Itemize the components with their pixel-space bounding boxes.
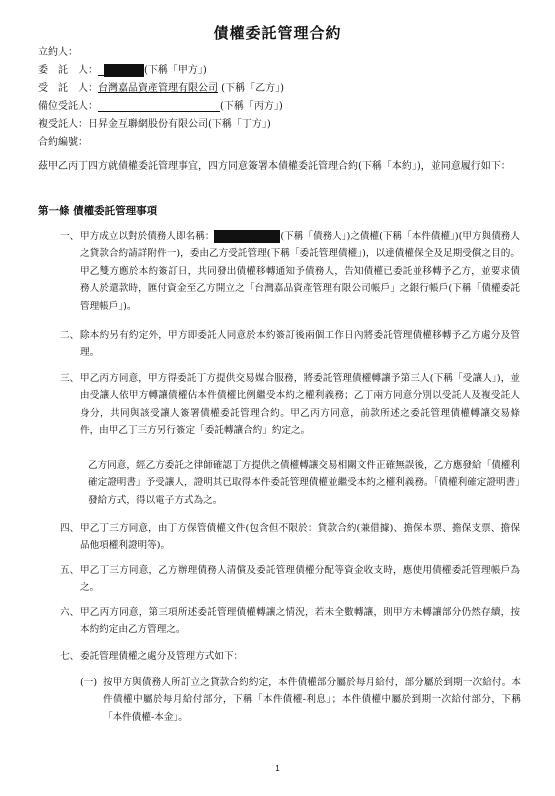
item-5-text: 甲乙丁三方同意，乙方辦理債務人清償及委託管理債權分配等資金收支時，應使用債權委託管理帳戶為之。 xyxy=(80,565,520,594)
item-2-text: 除本約另有約定外，甲方即委託人同意於本約簽訂後兩個工作日內將委託管理債權移轉予乙方處分及管理。 xyxy=(80,330,520,359)
subitem-number: (一) xyxy=(80,677,98,688)
party-b-suffix: (下稱「乙方」) xyxy=(218,83,284,94)
item-number: 五、 xyxy=(60,565,80,576)
item-3-text-2: 乙方同意，經乙方委託之律師確認丁方提供之債權轉讓交易相關文件正確無誤後，乙方應發給「債權利確定證明書」予受讓人，證明其已取得本件委託管理債權並繼受本約之權利義務。「債權利確定證明書」發給方式，得以電子方式為之。 xyxy=(88,460,520,506)
redacted-debtor-name xyxy=(214,230,280,243)
party-b-label: 受 託 人： xyxy=(38,83,98,94)
party-c-label: 備位受託人： xyxy=(38,101,98,112)
redacted-name-block xyxy=(104,64,144,77)
item-7-text: 委託管理債權之處分及管理方式如下： xyxy=(80,651,244,662)
party-a-label: 委 託 人： xyxy=(38,65,98,76)
party-d-line: 複受託人：日昇金互聯網股份有限公司(下稱「丁方」) xyxy=(38,119,271,130)
preamble: 茲甲乙丙丁四方就債權委託管理事宜，四方同意簽署本債權委託管理合約(下稱「本約」)，並同意履行如下： xyxy=(38,161,511,172)
subitem-1-text: 按甲方與債務人所訂立之貸款合約約定，本件債權部分屬於每月給付，部分屬於到期一次給付。本件債權中屬於每月給付部分，下稱「本件債權-利息」；本件債權中屬於到期一次給付部分，下稱「本件債權-本金」。 xyxy=(103,677,521,723)
item-number: 四、 xyxy=(60,523,80,534)
item-number: 六、 xyxy=(60,607,80,618)
item-1-text-b: (下稱「債務人」)之債權(下稱「本件債權」)(甲方與債務人之貸款合約請詳附件一)，委由乙方受託管理(下稱「委託管理債權」)，以達債權保全及足期受償之目的。甲乙雙方應於本約簽訂日，共同發出債權移轉通知予債務人，告知債權已委託並移轉予乙方，並要求債務人於還款時，匯付資金至乙方開立之「台灣嘉品資產管理有限公司帳戶」之銀行帳戶(下稱「債權委託管理帳戶」)。 xyxy=(80,231,520,312)
contract-number-label: 合約編號： xyxy=(38,137,88,148)
page-number: 1 xyxy=(275,764,280,773)
party-c-suffix: (下稱「丙方」) xyxy=(220,101,283,112)
item-3-text: 甲乙丙方同意，甲方得委託丁方提供交易媒合服務，將委託管理債權轉讓予第三人(下稱「受讓人」)，並由受讓人依甲方轉讓債權佔本件債權比例繼受本約之權利義務；乙丁兩方同意分別以受託人及複受託人身分，共同與該受讓人簽署債權委託管理合約。甲乙丙方同意，前款所述之委託管理債權轉讓交易條件，由甲乙丁三方另行簽定「委託轉讓合約」約定之。 xyxy=(80,373,520,437)
item-number: 七、 xyxy=(60,651,80,662)
item-number: 一、 xyxy=(60,231,80,242)
party-a-line xyxy=(38,64,207,77)
item-number: 三、 xyxy=(60,373,80,384)
party-b-name: 台灣嘉品資產管理有限公司 xyxy=(98,83,218,94)
item-6-text: 甲乙丙方同意，第三項所述委託管理債權轉讓之情況，若未全數轉讓，則甲方未轉讓部分仍然存續，按本約約定由乙方管理之。 xyxy=(80,607,520,636)
article-1-heading: 第一條 債權委託管理事項 xyxy=(38,205,158,217)
party-c-line xyxy=(38,100,283,113)
party-a-suffix: (下稱「甲方」) xyxy=(144,65,207,76)
item-1-text-a: 甲方成立以對於債務人即名稱： xyxy=(80,231,215,242)
parties-label: 立約人： xyxy=(38,47,78,58)
item-1-text xyxy=(80,228,520,315)
item-4-text: 甲乙丁三方同意，由丁方保管債權文件(包含但不限於：貸款合約(兼借據)、擔保本票、擔保支票、擔保品他項權利證明等)。 xyxy=(80,523,520,552)
document-title: 債權委託管理合約 xyxy=(213,24,342,42)
item-number: 二、 xyxy=(60,330,80,341)
party-c-blank xyxy=(98,101,220,112)
party-b-line xyxy=(38,82,284,95)
